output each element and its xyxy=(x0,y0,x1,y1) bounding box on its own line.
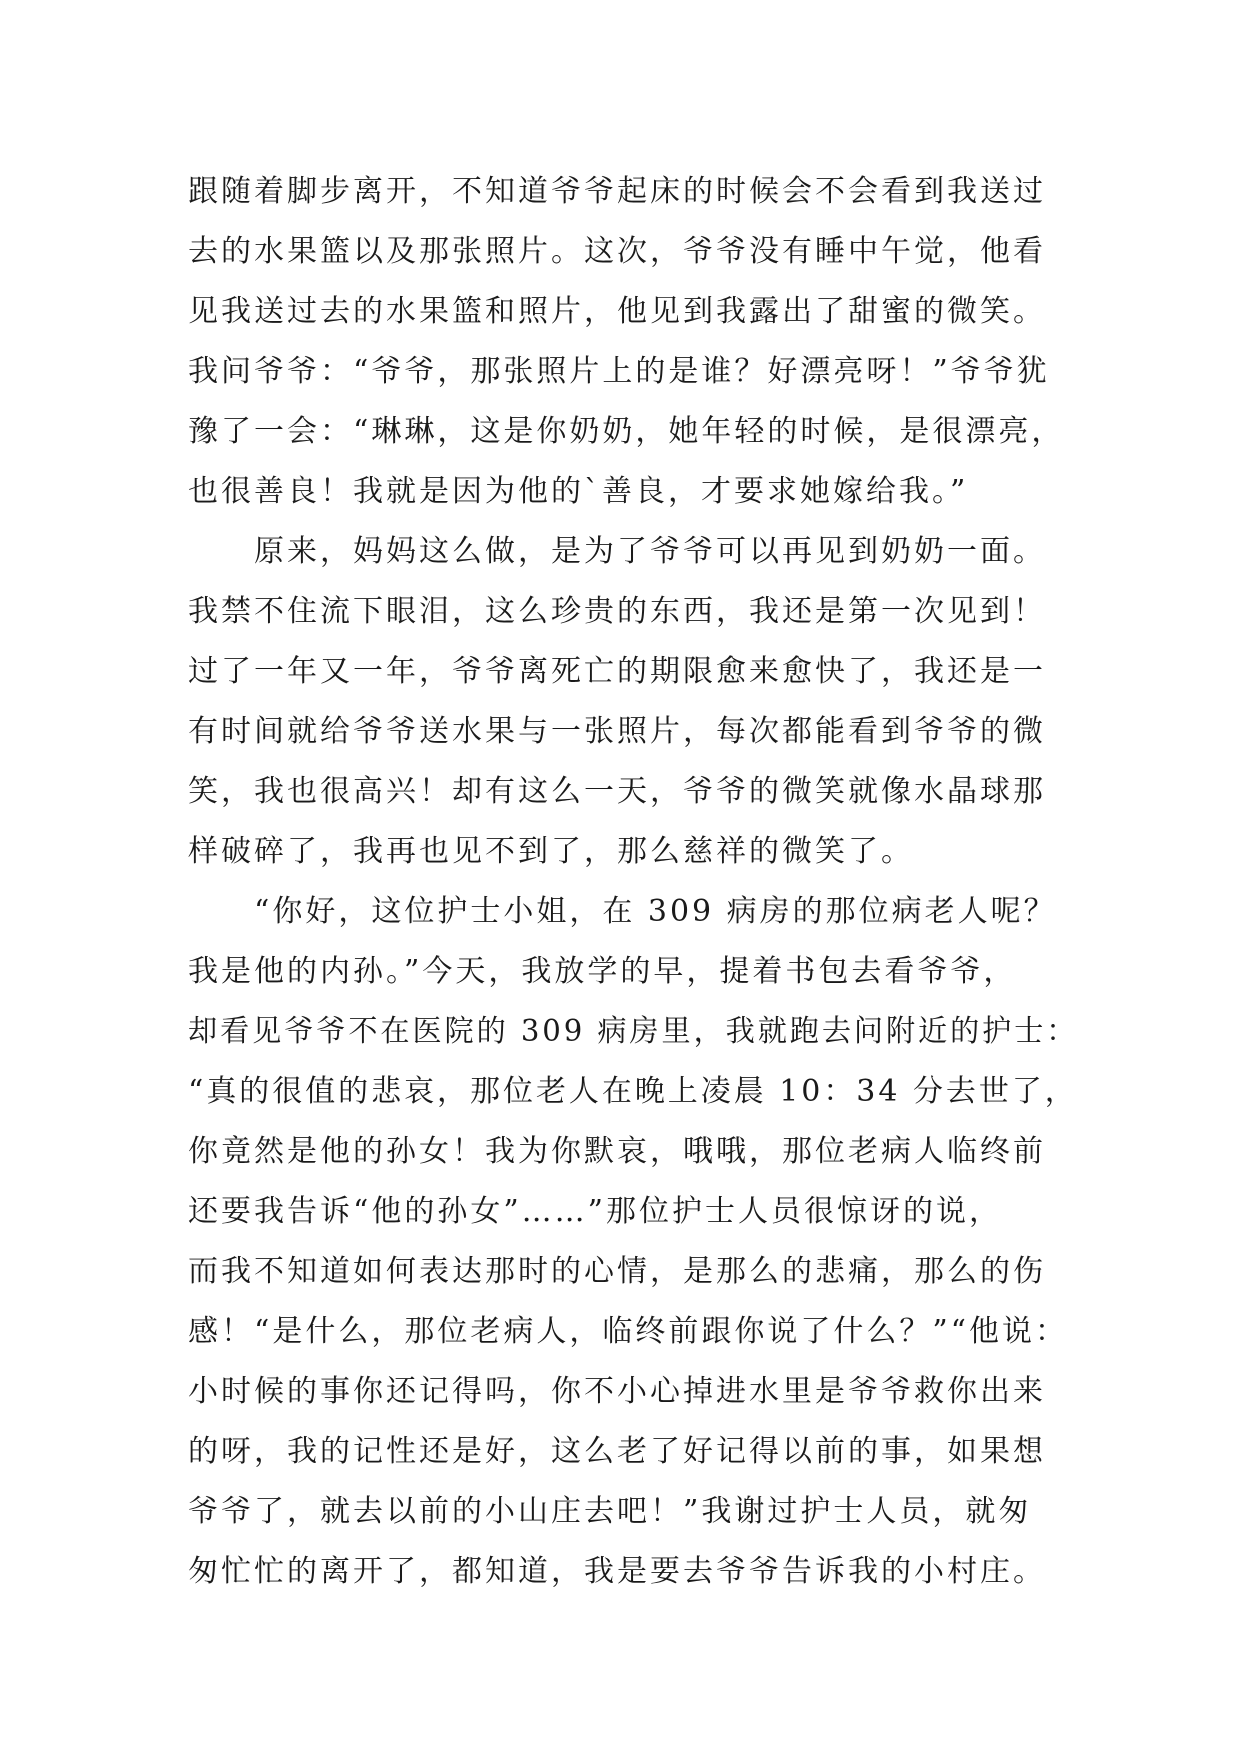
text-line: 原来，妈妈这么做，是为了爷爷可以再见到奶奶一面。 xyxy=(188,534,1046,569)
text-line: 见我送过去的水果篮和照片，他见到我露出了甜蜜的微笑。 xyxy=(188,294,1046,329)
text-line: 跟随着脚步离开，不知道爷爷起床的时候会不会看到我送过 xyxy=(188,174,1046,209)
text-line: 爷爷了，就去以前的小山庄去吧！”我谢过护士人员，就匆 xyxy=(188,1494,1032,1529)
text-line: 去的水果篮以及那张照片。这次，爷爷没有睡中午觉，他看 xyxy=(188,234,1046,269)
text-line: 还要我告诉“他的孙女”……”那位护士人员很惊讶的说， xyxy=(188,1194,1003,1229)
text-line: 小时候的事你还记得吗，你不小心掉进水里是爷爷救你出来 xyxy=(188,1374,1046,1409)
text-line: 匆忙忙的离开了，都知道，我是要去爷爷告诉我的小村庄。 xyxy=(188,1554,1046,1589)
text-line: 感！“是什么，那位老病人，临终前跟你说了什么？”“他说： xyxy=(188,1314,1069,1349)
text-line: 而我不知道如何表达那时的心情，是那么的悲痛，那么的伤 xyxy=(188,1254,1046,1289)
text-line: 你竟然是他的孙女！我为你默哀，哦哦，那位老病人临终前 xyxy=(188,1134,1046,1169)
body-text xyxy=(188,162,1078,1602)
text-line: 我禁不住流下眼泪，这么珍贵的东西，我还是第一次见到！ xyxy=(188,594,1046,629)
text-line: 豫了一会：“琳琳，这是你奶奶，她年轻的时候，是很漂亮， xyxy=(188,414,1065,449)
text-line: 样破碎了，我再也见不到了，那么慈祥的微笑了。 xyxy=(188,834,914,869)
text-line: 我问爷爷：“爷爷，那张照片上的是谁？好漂亮呀！”爷爷犹 xyxy=(188,354,1050,389)
text-line: 的呀，我的记性还是好，这么老了好记得以前的事，如果想 xyxy=(188,1434,1046,1469)
text-line: “你好，这位护士小姐，在 309 病房的那位病老人呢？ xyxy=(188,894,1057,929)
text-line: 有时间就给爷爷送水果与一张照片，每次都能看到爷爷的微 xyxy=(188,714,1046,749)
text-line: 笑，我也很高兴！却有这么一天，爷爷的微笑就像水晶球那 xyxy=(188,774,1046,809)
text-line: 我是他的内孙。”今天，我放学的早，提着书包去看爷爷， xyxy=(188,954,1017,989)
text-line: “真的很值的悲哀，那位老人在晚上凌晨 10：34 分去世了， xyxy=(188,1074,1078,1109)
text-line: 也很善良！我就是因为他的`善良，才要求她嫁给我。” xyxy=(188,474,969,509)
text-line: 过了一年又一年，爷爷离死亡的期限愈来愈快了，我还是一 xyxy=(188,654,1046,689)
text-line: 却看见爷爷不在医院的 309 病房里，我就跑去问附近的护士： xyxy=(188,1014,1079,1049)
